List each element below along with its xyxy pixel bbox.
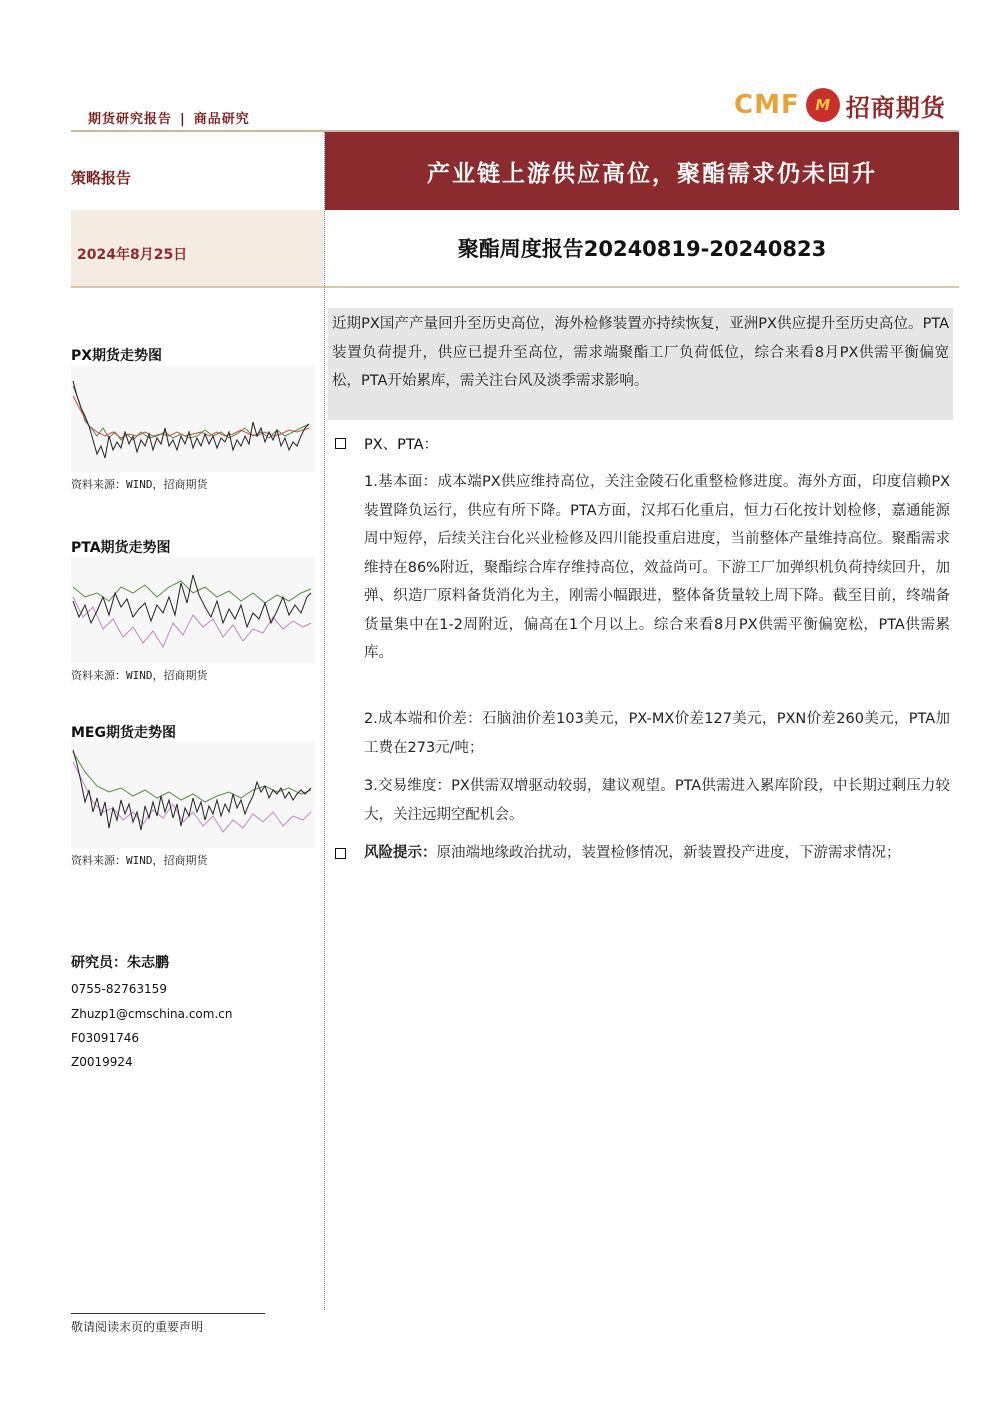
pta-chart-title: PTA期货走势图 [71,540,171,556]
footer-disclaimer: 敬请阅读末页的重要声明 [71,1320,204,1334]
logo-mark-icon: M [806,88,840,122]
pta-chart-thumbnail [71,557,315,663]
section-heading-px-pta: PX、PTA： [364,437,439,453]
paragraph-fundamentals: 1.基本面：成本端PX供应维持高位，关注金陵石化重整检修进度。海外方面，印度信赖PX装置降负运行，供应有所下降。PTA方面，汉邦石化重启，恒力石化按计划检修，嘉通能源周中短停，后续关注台化兴业检修及四川能投重启进度，当前整体产量维持高位。聚酯需求维持在86%附近，聚酯综合库存维持高位，效益尚可。下游工厂加弹织机负荷持续回升，加弹、织造厂原料备货消化为主，刚需小幅跟进，整体备货量较上周下降。截至目前，终端备货量集中在1-2周附近，偏高在1个月以上。综合来看8月PX供需平衡偏宽松，PTA供需累库。 [364,474,950,661]
px-chart-image [71,366,315,472]
title-bar [325,132,959,210]
header-separator: | [180,112,186,127]
report-date: 2024年8月25日 [77,247,188,263]
researcher-email[interactable]: Zhuzp1@cmschina.com.cn [71,1007,233,1021]
px-chart-source: 资料来源：WIND，招商期货 [71,478,208,491]
page-title: 产业链上游供应高位，聚酯需求仍未回升 [427,159,877,187]
px-chart-thumbnail [71,366,315,472]
logo-cmf-text: CMF [734,90,800,120]
researcher-license-f: F03091746 [71,1031,139,1045]
risk-warning [364,839,950,868]
summary-box: 近期PX国产产量回升至历史高位，海外检修装置亦持续恢复，亚洲PX供应提升至历史高位。PTA装置负荷提升，供应已提升至高位，需求端聚酯工厂负荷低位，综合来看8月PX供需平衡偏宽松，PTA开始累库，需关注台风及淡季需求影响。 [328,308,953,420]
bullet-icon [335,437,346,452]
meg-chart-title: MEG期货走势图 [71,725,176,741]
meg-chart-thumbnail [71,742,315,848]
report-type: 期货研究报告 [88,112,173,127]
mid-divider [71,286,959,288]
researcher-license-z: Z0019924 [71,1055,133,1069]
researcher-phone: 0755-82763159 [71,982,167,996]
date-box [71,210,323,286]
pta-chart-image [71,557,315,663]
subtitle-box [325,210,959,286]
company-logo [734,86,946,124]
report-section: 商品研究 [193,112,250,127]
researcher-name: 研究员：朱志鹏 [71,955,169,971]
footer-divider [71,1313,265,1314]
logo-cn-text: 招商期货 [845,92,946,122]
risk-label: 风险提示： [364,845,437,861]
pta-chart-source: 资料来源：WIND，招商期货 [71,669,208,682]
px-chart-title: PX期货走势图 [71,348,163,364]
header-category [88,108,250,127]
report-subtitle: 聚酯周度报告20240819-20240823 [457,237,827,261]
column-divider [324,132,325,1310]
category-box [71,132,323,210]
risk-text: 原油端地缘政治扰动，装置检修情况，新装置投产进度，下游需求情况； [436,845,901,861]
meg-chart-image [71,742,315,848]
category-label: 策略报告 [71,169,132,187]
meg-chart-source: 资料来源：WIND，招商期货 [71,854,208,867]
paragraph-cost-spread: 2.成本端和价差：石脑油价差103美元，PX-MX价差127美元，PXN价差260美元，PTA加工费在273元/吨； [364,711,950,756]
paragraph-trading: 3.交易维度：PX供需双增驱动较弱，建议观望。PTA供需进入累库阶段，中长期过剩压力较大，关注远期空配机会。 [364,778,950,823]
bullet-icon [335,847,346,862]
